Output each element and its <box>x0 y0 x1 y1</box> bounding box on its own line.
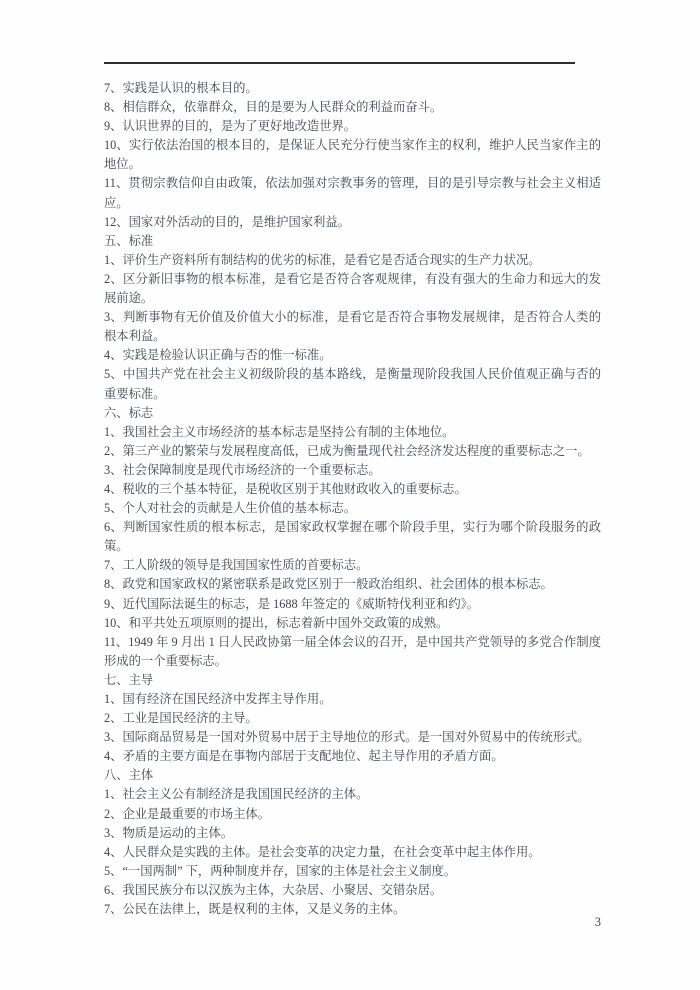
paragraph: 4、税收的三个基本特征，是税收区别于其他财政收入的重要标志。 <box>104 481 467 496</box>
document-body <box>104 79 601 919</box>
paragraph: 六、标志 <box>104 405 154 420</box>
paragraph: 1、我国社会主义市场经济的基本标志是坚持公有制的主体地位。 <box>104 424 455 439</box>
paragraph: 4、实践是检验认识正确与否的惟一标准。 <box>104 348 332 363</box>
paragraph: 八、主体 <box>104 768 154 783</box>
paragraph: 10、和平共处五项原则的提出，标志着新中国外交政策的成熟。 <box>104 615 449 630</box>
paragraph: 7、工人阶级的领导是我国国家性质的首要标志。 <box>104 558 369 573</box>
paragraph: 2、区分新旧事物的根本标准，是看它是否符合客观规律，有没有强大的生命力和远大的发展前途。 <box>104 271 601 306</box>
paragraph: 七、主导 <box>104 672 154 687</box>
paragraph: 2、企业是最重要的市场主体。 <box>104 806 271 821</box>
paragraph: 6、判断国家性质的根本标志，是国家政权掌握在哪个阶段手里，实行为哪个阶段服务的政策。 <box>104 520 601 554</box>
paragraph: 五、标准 <box>104 233 154 248</box>
paragraph: 11、1949 年 9 月出 1 日人民政协第一届全体会议的召开，是中国共产党领导的多党合作制度形成的一个重要标志。 <box>104 634 601 668</box>
paragraph: 9、认识世界的目的，是为了更好地改造世界。 <box>104 119 357 134</box>
paragraph: 4、矛盾的主要方面是在事物内部居于支配地位、起主导作用的矛盾方面。 <box>104 749 504 764</box>
paragraph: 9、近代国际法诞生的标志，是 1688 年签定的《威斯特伐利亚和约》。 <box>104 596 480 611</box>
paragraph: 8、政党和国家政权的紧密联系是政党区别于一般政治组织、社会团体的根本标志。 <box>104 577 553 592</box>
header-rule <box>104 62 575 64</box>
page-footer <box>104 915 601 930</box>
paragraph: 3、社会保障制度是现代市场经济的一个重要标志。 <box>104 462 381 477</box>
paragraph: 4、人民群众是实践的主体。是社会变革的决定力量，在社会变革中起主体作用。 <box>104 844 541 859</box>
paragraph: 12、国家对外活动的目的，是维护国家利益。 <box>104 214 350 229</box>
paragraph: 3、国际商品贸易是一国对外贸易中居于主导地位的形式。是一国对外贸易中的传统形式。 <box>104 730 590 745</box>
paragraph: 2、工业是国民经济的主导。 <box>104 711 258 726</box>
paragraph: 7、公民在法律上，既是权利的主体，又是义务的主体。 <box>104 902 406 917</box>
paragraph: 10、实行依法治国的根本目的，是保证人民充分行使当家作主的权利，维护人民当家作主的地位。 <box>104 138 601 172</box>
paragraph: 1、国有经济在国民经济中发挥主导作用。 <box>104 692 332 706</box>
paragraph: 2、第三产业的繁荣与发展程度高低，已成为衡量现代社会经济发达程度的重要标志之一。 <box>104 443 590 458</box>
paragraph: 5、“一国两制” 下，两种制度并存，国家的主体是社会主义制度。 <box>104 863 457 878</box>
paragraph: 6、我国民族分布以汉族为主体，大杂居、小聚居、交错杂居。 <box>104 882 443 897</box>
paragraph: 3、判断事物有无价值及价值大小的标准，是看它是否符合事物发展规律，是否符合人类的根本利益。 <box>104 310 601 344</box>
paragraph: 5、个人对社会的贡献是人生价值的基本标志。 <box>104 501 357 516</box>
paragraph: 1、社会主义公有制经济是我国国民经济的主体。 <box>104 787 369 802</box>
page-number: 3 <box>594 915 601 929</box>
paragraph: 11、贯彻宗教信仰自由政策，依法加强对宗教事务的管理，目的是引导宗教与社会主义相适应。 <box>104 176 601 210</box>
paragraph: 1、评价生产资料所有制结构的优劣的标准，是看它是否适合现实的生产力状况。 <box>104 252 541 267</box>
paragraph: 5、中国共产党在社会主义初级阶段的基本路线，是衡量现阶段我国人民价值观正确与否的重要标准。 <box>104 367 601 401</box>
paragraph: 3、物质是运动的主体。 <box>104 825 234 840</box>
paragraph: 7、实践是认识的根本目的。 <box>104 81 258 95</box>
paragraph: 8、相信群众，依靠群众，目的是要为人民群众的利益而奋斗。 <box>104 100 443 115</box>
